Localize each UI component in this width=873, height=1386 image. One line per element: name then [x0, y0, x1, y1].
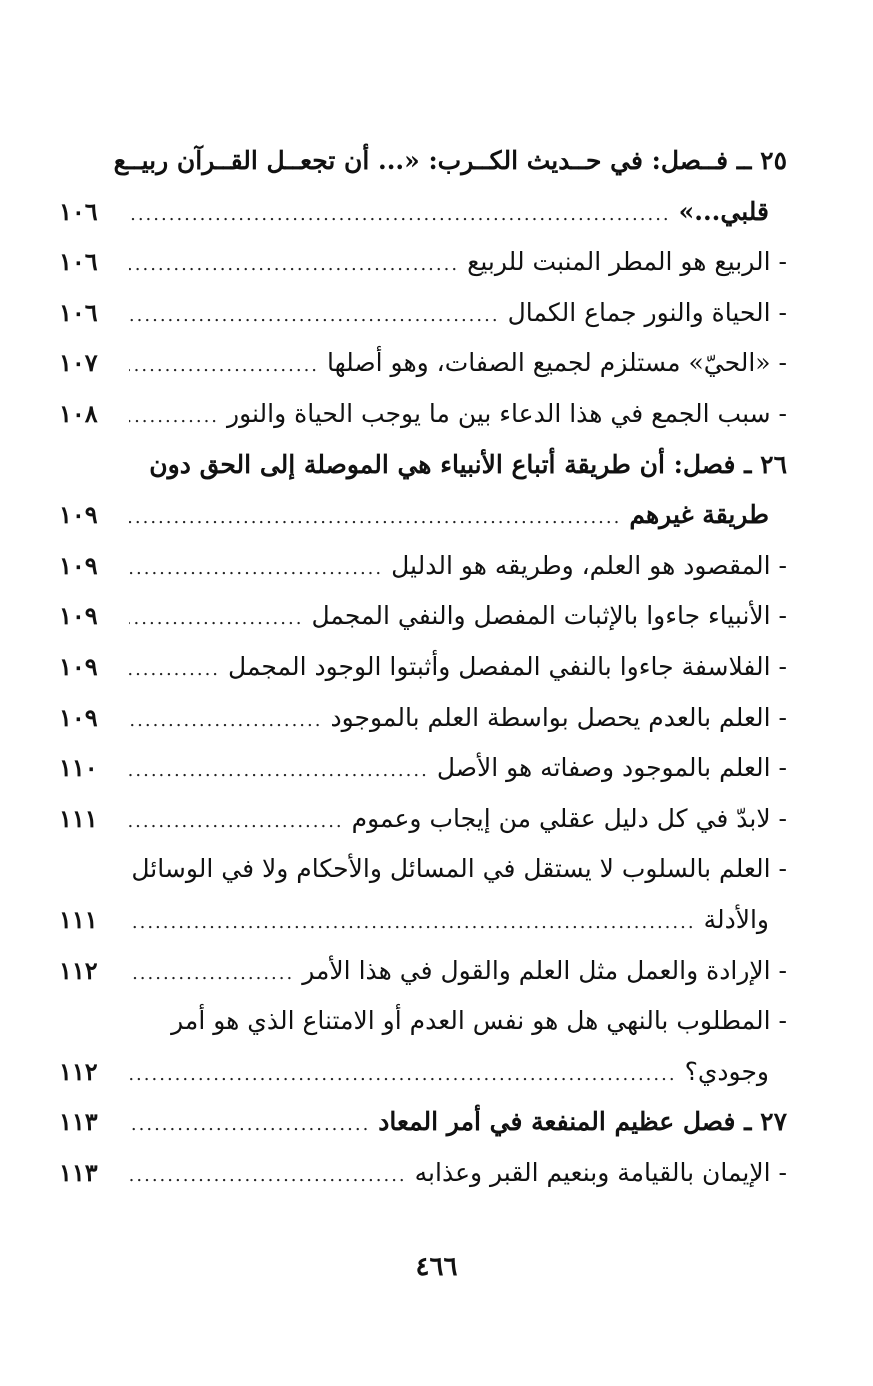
toc-page-number: ١٠٩	[59, 500, 98, 530]
toc-page-number: ١٠٩	[59, 550, 98, 580]
toc-entry-text: - لابدّ في كل دليل عقلي من إيجاب وعموم	[351, 803, 787, 833]
toc-page-number: ١٠٨	[59, 398, 98, 428]
dot-leader	[129, 305, 500, 326]
toc-chapter-heading	[59, 146, 787, 197]
toc-entry-text: ٢٦ ـ فصل: أن طريقة أتباع الأنبياء هي الموصلة إلى الحق دون	[149, 449, 787, 479]
toc-entry-text: - «الحيّ» مستلزم لجميع الصفات، وهو أصلها	[327, 348, 787, 378]
toc-page-number: ١٠٧	[59, 348, 98, 378]
toc-entry-text: - العلم بالموجود وصفاته هو الأصل	[436, 753, 787, 783]
toc-entry-text: - الأنبياء جاءوا بالإثبات المفصل والنفي المجمل	[311, 601, 787, 631]
toc-page-number: ١٠٦	[59, 196, 98, 226]
toc-entry-text: والأدلة	[703, 904, 769, 934]
toc-entry-text: - الربيع هو المطر المنبت للربيع	[467, 247, 787, 277]
toc-entry	[59, 753, 787, 804]
toc-entry	[59, 601, 787, 652]
toc-entry-text: - المطلوب بالنهي هل هو نفس العدم أو الامتناع الذي هو أمر	[171, 1006, 787, 1036]
toc-chapter-heading	[59, 1107, 787, 1158]
toc-page-number: ١٠٦	[59, 247, 98, 277]
dot-leader	[129, 204, 671, 225]
dot-leader	[129, 254, 459, 275]
toc-page-number: ١١١	[59, 803, 98, 833]
toc-entry	[59, 298, 787, 349]
toc-page-number: ١٠٩	[59, 702, 98, 732]
dot-leader	[129, 507, 621, 528]
toc-chapter-heading	[59, 450, 787, 501]
toc-entry-continuation	[59, 1057, 787, 1108]
toc-page-number: ١١٠	[59, 753, 98, 783]
dot-leader	[129, 1165, 407, 1186]
toc-entry	[59, 551, 787, 602]
dot-leader	[129, 558, 383, 579]
toc-entry	[59, 1006, 787, 1057]
toc-chapter-heading-continuation	[59, 500, 787, 551]
dot-leader	[129, 1064, 677, 1085]
toc-entry-text: - سبب الجمع في هذا الدعاء بين ما يوجب الحياة والنور	[227, 398, 787, 428]
dot-leader	[129, 1114, 370, 1135]
toc-entry-text: - الفلاسفة جاءوا بالنفي المفصل وأثبتوا الوجود المجمل	[228, 651, 787, 681]
dot-leader	[129, 811, 344, 832]
dot-leader	[129, 760, 429, 781]
toc-page-number: ١٠٦	[59, 297, 98, 327]
toc-page-number: ١٠٩	[59, 651, 98, 681]
toc-entry-text: وجودي؟	[684, 1056, 769, 1086]
dot-leader	[129, 710, 322, 731]
table-of-contents	[59, 146, 787, 1208]
toc-page-number: ١١٣	[59, 1157, 98, 1187]
toc-entry-text: - المقصود هو العلم، وطريقه هو الدليل	[391, 550, 787, 580]
page-number-footer: ٤٦٦	[415, 1252, 458, 1282]
toc-page-number: ١١١	[59, 904, 98, 934]
toc-page-number: ١١٢	[59, 1056, 98, 1086]
toc-entry-text: ٢٧ ـ فصل عظيم المنفعة في أمر المعاد	[378, 1107, 787, 1137]
toc-entry	[59, 348, 787, 399]
toc-entry	[59, 804, 787, 855]
toc-entry-text: طريقة غيرهم	[629, 500, 769, 530]
toc-entry	[59, 703, 787, 754]
toc-page-number: ١٠٩	[59, 601, 98, 631]
toc-entry-text: - الإرادة والعمل مثل العلم والقول في هذا الأمر	[302, 955, 787, 985]
toc-entry-text: - الحياة والنور جماع الكمال	[507, 297, 787, 327]
toc-entry	[59, 956, 787, 1007]
toc-entry	[59, 652, 787, 703]
toc-entry	[59, 247, 787, 298]
dot-leader	[129, 608, 303, 629]
dot-leader	[129, 659, 220, 680]
toc-entry	[59, 1158, 787, 1209]
dot-leader	[129, 406, 219, 427]
toc-entry-text: - الإيمان بالقيامة وبنعيم القبر وعذابه	[414, 1157, 787, 1187]
toc-entry-text: - العلم بالعدم يحصل بواسطة العلم بالموجود	[330, 702, 787, 732]
toc-entry	[59, 399, 787, 450]
toc-entry	[59, 854, 787, 905]
toc-chapter-heading-continuation	[59, 197, 787, 248]
toc-entry-text: ٢٥ ــ فــصل: في حــديث الكــرب: «... أن تجعــل القــرآن ربيــع	[113, 146, 787, 175]
toc-entry-continuation	[59, 905, 787, 956]
toc-page-number: ١١٢	[59, 955, 98, 985]
toc-page-number: ١١٣	[59, 1107, 98, 1137]
toc-entry-text: قلبي...»	[678, 196, 769, 226]
dot-leader	[129, 963, 294, 984]
dot-leader	[129, 355, 319, 376]
dot-leader	[129, 912, 696, 933]
toc-entry-text: - العلم بالسلوب لا يستقل في المسائل والأحكام ولا في الوسائل	[131, 854, 787, 884]
